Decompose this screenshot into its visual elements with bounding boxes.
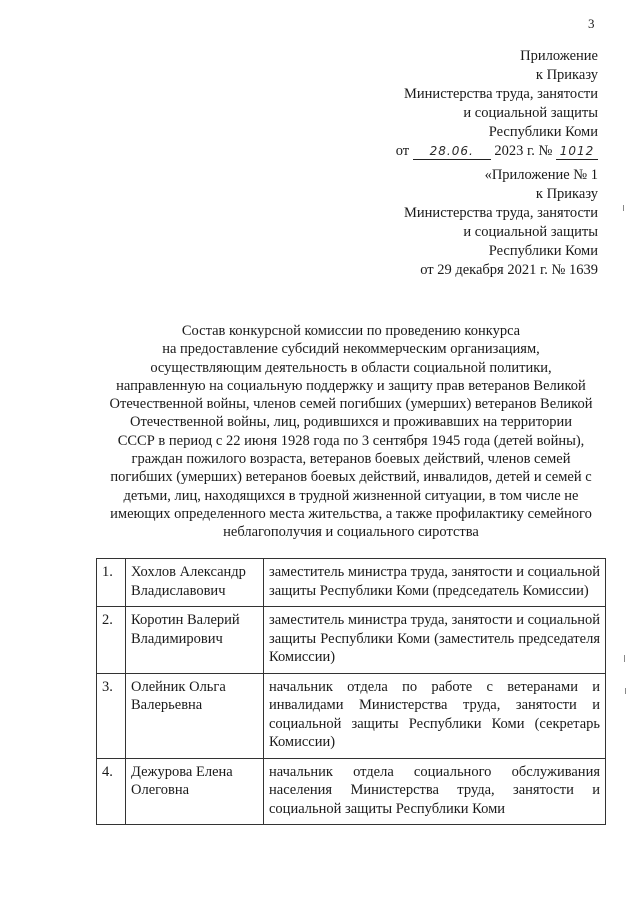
header-line: «Приложение № 1	[484, 167, 598, 183]
header-line: Республики Коми	[488, 243, 598, 259]
member-name: Хохлов Александр Владиславович	[126, 559, 264, 607]
title-line: Состав конкурсной комиссии по проведению конкурса	[181, 323, 521, 339]
title-line: имеющих определенного места жительства, а также профилактику семейного	[110, 505, 592, 522]
header-line: и социальной защиты	[463, 224, 598, 240]
member-position: начальник отдела социального обслуживания населения Министерства труда, занятости и социальной защиты Республики Коми	[264, 758, 606, 825]
scan-mark	[625, 688, 626, 694]
date-blank	[413, 144, 491, 160]
title-line: осуществляющим деятельность в области социальной политики,	[150, 359, 552, 376]
commission-members-table	[96, 558, 606, 825]
document-title	[95, 322, 607, 542]
appendix-header-original	[404, 166, 598, 280]
number-blank	[556, 144, 598, 160]
member-position: заместитель министра труда, занятости и социальной защиты Республики Коми (председатель Комиссии)	[264, 559, 606, 607]
title-line: граждан пожилого возраста, ветеранов боевых действий, членов семей	[131, 451, 571, 468]
order-date-line	[396, 142, 598, 161]
header-line: к Приказу	[535, 67, 598, 83]
page-number: 3	[588, 16, 595, 31]
member-number: 1.	[97, 559, 126, 607]
table-row	[97, 758, 606, 825]
header-line: Министерства труда, занятости	[404, 205, 598, 221]
date-year: 2023 г. №	[494, 143, 553, 159]
title-line: на предоставление субсидий некоммерческим организациям,	[162, 341, 540, 358]
handwritten-number: 1012	[559, 144, 595, 158]
title-line: детьми, лиц, находящихся в трудной жизненной ситуации, в том числе не	[123, 487, 579, 504]
member-name: Олейник Ольга Валерьевна	[126, 673, 264, 758]
member-position: заместитель министра труда, занятости и социальной защиты Республики Коми (заместитель председателя Комиссии)	[264, 607, 606, 674]
header-line: и социальной защиты	[463, 105, 598, 121]
appendix-header-current	[396, 47, 598, 161]
member-name: Коротин Валерий Владимирович	[126, 607, 264, 674]
header-line: от 29 декабря 2021 г. № 1639	[420, 262, 598, 278]
title-line: направленную на социальную поддержку и защиту прав ветеранов Великой	[116, 377, 586, 394]
table-row	[97, 673, 606, 758]
scan-mark	[624, 655, 625, 662]
member-name: Дежурова Елена Олеговна	[126, 758, 264, 825]
member-number: 3.	[97, 673, 126, 758]
title-line: СССР в период с 22 июня 1928 года по 3 сентября 1945 года (детей войны),	[117, 432, 585, 449]
header-line: Приложение	[520, 48, 598, 64]
table-row	[97, 559, 606, 607]
title-line: Отечественной войны, членов семей погибших (умерших) ветеранов Великой	[109, 396, 593, 413]
table-row	[97, 607, 606, 674]
date-prefix: от	[395, 143, 410, 159]
member-number: 2.	[97, 607, 126, 674]
title-line: неблагополучия и социального сиротства	[223, 524, 479, 541]
handwritten-date: 28.06.	[429, 144, 474, 158]
member-number: 4.	[97, 758, 126, 825]
scan-mark	[623, 205, 624, 211]
header-line: Министерства труда, занятости	[404, 86, 598, 102]
title-line: погибших (умерших) ветеранов боевых действий, инвалидов, детей и семей с	[110, 469, 592, 486]
header-line: Республики Коми	[488, 124, 598, 140]
title-line: Отечественной войны, лиц, родившихся и проживавших на территории	[130, 414, 572, 431]
member-position: начальник отдела по работе с ветеранами и инвалидами Министерства труда, занятости и социальной защиты Республики Коми (секретарь Комиссии)	[264, 673, 606, 758]
header-line: к Приказу	[535, 186, 598, 202]
